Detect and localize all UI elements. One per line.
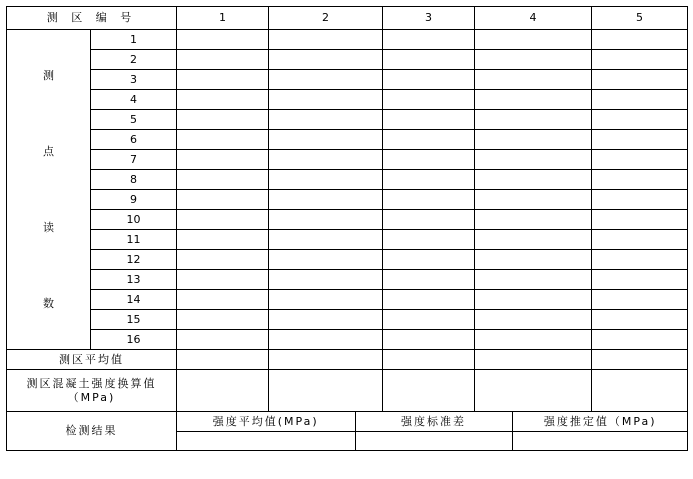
average-cell[interactable]: [592, 350, 688, 370]
reading-cell[interactable]: [269, 190, 383, 210]
point-number: 1: [91, 30, 177, 50]
conversion-cell[interactable]: [592, 370, 688, 412]
strength-mean-value[interactable]: [177, 432, 355, 451]
reading-cell[interactable]: [475, 110, 592, 130]
reading-cell[interactable]: [269, 270, 383, 290]
reading-cell[interactable]: [269, 110, 383, 130]
conversion-label-line2: （MPa): [67, 390, 116, 404]
reading-cell[interactable]: [592, 30, 688, 50]
reading-cell[interactable]: [383, 250, 475, 270]
point-row: [7, 210, 688, 230]
reading-cell[interactable]: [383, 30, 475, 50]
reading-cell[interactable]: [177, 250, 269, 270]
reading-cell[interactable]: [475, 330, 592, 350]
reading-cell[interactable]: [269, 290, 383, 310]
point-number: 10: [91, 210, 177, 230]
reading-cell[interactable]: [177, 30, 269, 50]
reading-cell[interactable]: [177, 290, 269, 310]
conversion-cell[interactable]: [475, 370, 592, 412]
reading-cell[interactable]: [592, 290, 688, 310]
reading-cell[interactable]: [592, 170, 688, 190]
area-number-header: 测 区 编 号: [7, 7, 177, 30]
header-row: [7, 7, 688, 30]
strength-estimate-label: 强度推定值（MPa): [512, 412, 688, 432]
reading-cell[interactable]: [177, 190, 269, 210]
reading-cell[interactable]: [383, 310, 475, 330]
reading-cell[interactable]: [269, 310, 383, 330]
reading-cell[interactable]: [177, 310, 269, 330]
reading-cell[interactable]: [475, 230, 592, 250]
average-cell[interactable]: [383, 350, 475, 370]
reading-cell[interactable]: [475, 150, 592, 170]
point-number: 8: [91, 170, 177, 190]
reading-cell[interactable]: [383, 330, 475, 350]
strength-std-value[interactable]: [355, 432, 512, 451]
average-label: 测区平均值: [7, 350, 177, 370]
reading-cell[interactable]: [269, 90, 383, 110]
reading-cell[interactable]: [475, 190, 592, 210]
point-row: [7, 290, 688, 310]
reading-cell[interactable]: [475, 250, 592, 270]
reading-cell[interactable]: [269, 50, 383, 70]
conversion-label: [7, 370, 177, 412]
reading-cell[interactable]: [177, 130, 269, 150]
reading-label-char: 点: [43, 144, 54, 158]
point-row: [7, 150, 688, 170]
reading-cell[interactable]: [383, 190, 475, 210]
point-row: [7, 70, 688, 90]
reading-cell[interactable]: [177, 70, 269, 90]
reading-cell[interactable]: [592, 190, 688, 210]
reading-cell[interactable]: [383, 150, 475, 170]
reading-cell[interactable]: [177, 90, 269, 110]
reading-cell[interactable]: [475, 70, 592, 90]
reading-cell[interactable]: [383, 110, 475, 130]
reading-label-stack: [7, 37, 90, 342]
reading-cell[interactable]: [269, 130, 383, 150]
point-number: 14: [91, 290, 177, 310]
point-number: 7: [91, 150, 177, 170]
reading-cell[interactable]: [475, 170, 592, 190]
point-row: [7, 330, 688, 350]
reading-cell[interactable]: [592, 330, 688, 350]
reading-cell[interactable]: [475, 130, 592, 150]
data-table: [6, 6, 688, 451]
reading-cell[interactable]: [177, 110, 269, 130]
reading-cell[interactable]: [592, 150, 688, 170]
conversion-label-line1: 测区混凝土强度换算值: [26, 377, 157, 391]
point-row: [7, 30, 688, 50]
reading-cell[interactable]: [269, 230, 383, 250]
point-row: [7, 230, 688, 250]
area-header-2: 2: [269, 7, 383, 30]
point-row: [7, 250, 688, 270]
reading-cell[interactable]: [269, 330, 383, 350]
reading-cell[interactable]: [475, 90, 592, 110]
reading-cell[interactable]: [475, 210, 592, 230]
strength-std-label: 强度标准差: [355, 412, 512, 432]
reading-cell[interactable]: [383, 210, 475, 230]
area-header-4: 4: [475, 7, 592, 30]
reading-cell[interactable]: [269, 170, 383, 190]
point-number: 11: [91, 230, 177, 250]
reading-cell[interactable]: [475, 50, 592, 70]
reading-cell[interactable]: [383, 90, 475, 110]
reading-cell[interactable]: [177, 170, 269, 190]
point-number: 6: [91, 130, 177, 150]
point-number: 4: [91, 90, 177, 110]
point-number: 13: [91, 270, 177, 290]
point-row: [7, 50, 688, 70]
reading-cell[interactable]: [383, 130, 475, 150]
reading-cell[interactable]: [269, 150, 383, 170]
reading-cell[interactable]: [592, 90, 688, 110]
conversion-cell[interactable]: [383, 370, 475, 412]
reading-label: [7, 30, 91, 350]
reading-cell[interactable]: [177, 50, 269, 70]
reading-cell[interactable]: [592, 50, 688, 70]
point-number: 9: [91, 190, 177, 210]
strength-mean-label: 强度平均值(MPa): [177, 412, 355, 432]
reading-cell[interactable]: [269, 30, 383, 50]
reading-cell[interactable]: [592, 310, 688, 330]
reading-cell[interactable]: [475, 270, 592, 290]
conversion-cell[interactable]: [269, 370, 383, 412]
result-label: 检测结果: [7, 412, 177, 451]
reading-cell[interactable]: [177, 270, 269, 290]
reading-cell[interactable]: [475, 310, 592, 330]
point-row: [7, 310, 688, 330]
conversion-row: [7, 370, 688, 412]
reading-cell[interactable]: [383, 50, 475, 70]
reading-cell[interactable]: [269, 70, 383, 90]
result-row: [7, 412, 688, 451]
point-number: 16: [91, 330, 177, 350]
point-row: [7, 170, 688, 190]
reading-cell[interactable]: [383, 290, 475, 310]
reading-cell[interactable]: [177, 210, 269, 230]
reading-cell[interactable]: [177, 150, 269, 170]
reading-cell[interactable]: [269, 250, 383, 270]
reading-cell[interactable]: [475, 290, 592, 310]
area-header-5: 5: [592, 7, 688, 30]
reading-cell[interactable]: [269, 210, 383, 230]
strength-estimate-value[interactable]: [512, 432, 688, 451]
point-row: [7, 130, 688, 150]
reading-cell[interactable]: [383, 270, 475, 290]
reading-cell[interactable]: [592, 250, 688, 270]
reading-label-char: 数: [43, 297, 54, 311]
result-block: [177, 412, 688, 451]
area-header-1: 1: [177, 7, 269, 30]
point-row: [7, 190, 688, 210]
reading-cell[interactable]: [592, 130, 688, 150]
average-cell[interactable]: [475, 350, 592, 370]
reading-label-char: 读: [43, 221, 54, 235]
reading-cell[interactable]: [383, 70, 475, 90]
reading-cell[interactable]: [592, 210, 688, 230]
reading-cell[interactable]: [592, 230, 688, 250]
reading-cell[interactable]: [592, 270, 688, 290]
reading-cell[interactable]: [592, 70, 688, 90]
reading-cell[interactable]: [383, 170, 475, 190]
reading-cell[interactable]: [177, 230, 269, 250]
reading-cell[interactable]: [475, 30, 592, 50]
point-number: 5: [91, 110, 177, 130]
reading-cell[interactable]: [383, 230, 475, 250]
point-number: 2: [91, 50, 177, 70]
point-number: 15: [91, 310, 177, 330]
point-number: 12: [91, 250, 177, 270]
reading-cell[interactable]: [592, 110, 688, 130]
reading-label-char: 测: [43, 68, 54, 82]
rebound-test-form: [6, 6, 687, 451]
result-subtable: [177, 412, 688, 450]
point-row: [7, 90, 688, 110]
conversion-cell[interactable]: [177, 370, 269, 412]
point-number: 3: [91, 70, 177, 90]
point-row: [7, 110, 688, 130]
reading-cell[interactable]: [177, 330, 269, 350]
average-cell[interactable]: [177, 350, 269, 370]
area-header-3: 3: [383, 7, 475, 30]
average-cell[interactable]: [269, 350, 383, 370]
average-row: [7, 350, 688, 370]
point-row: [7, 270, 688, 290]
